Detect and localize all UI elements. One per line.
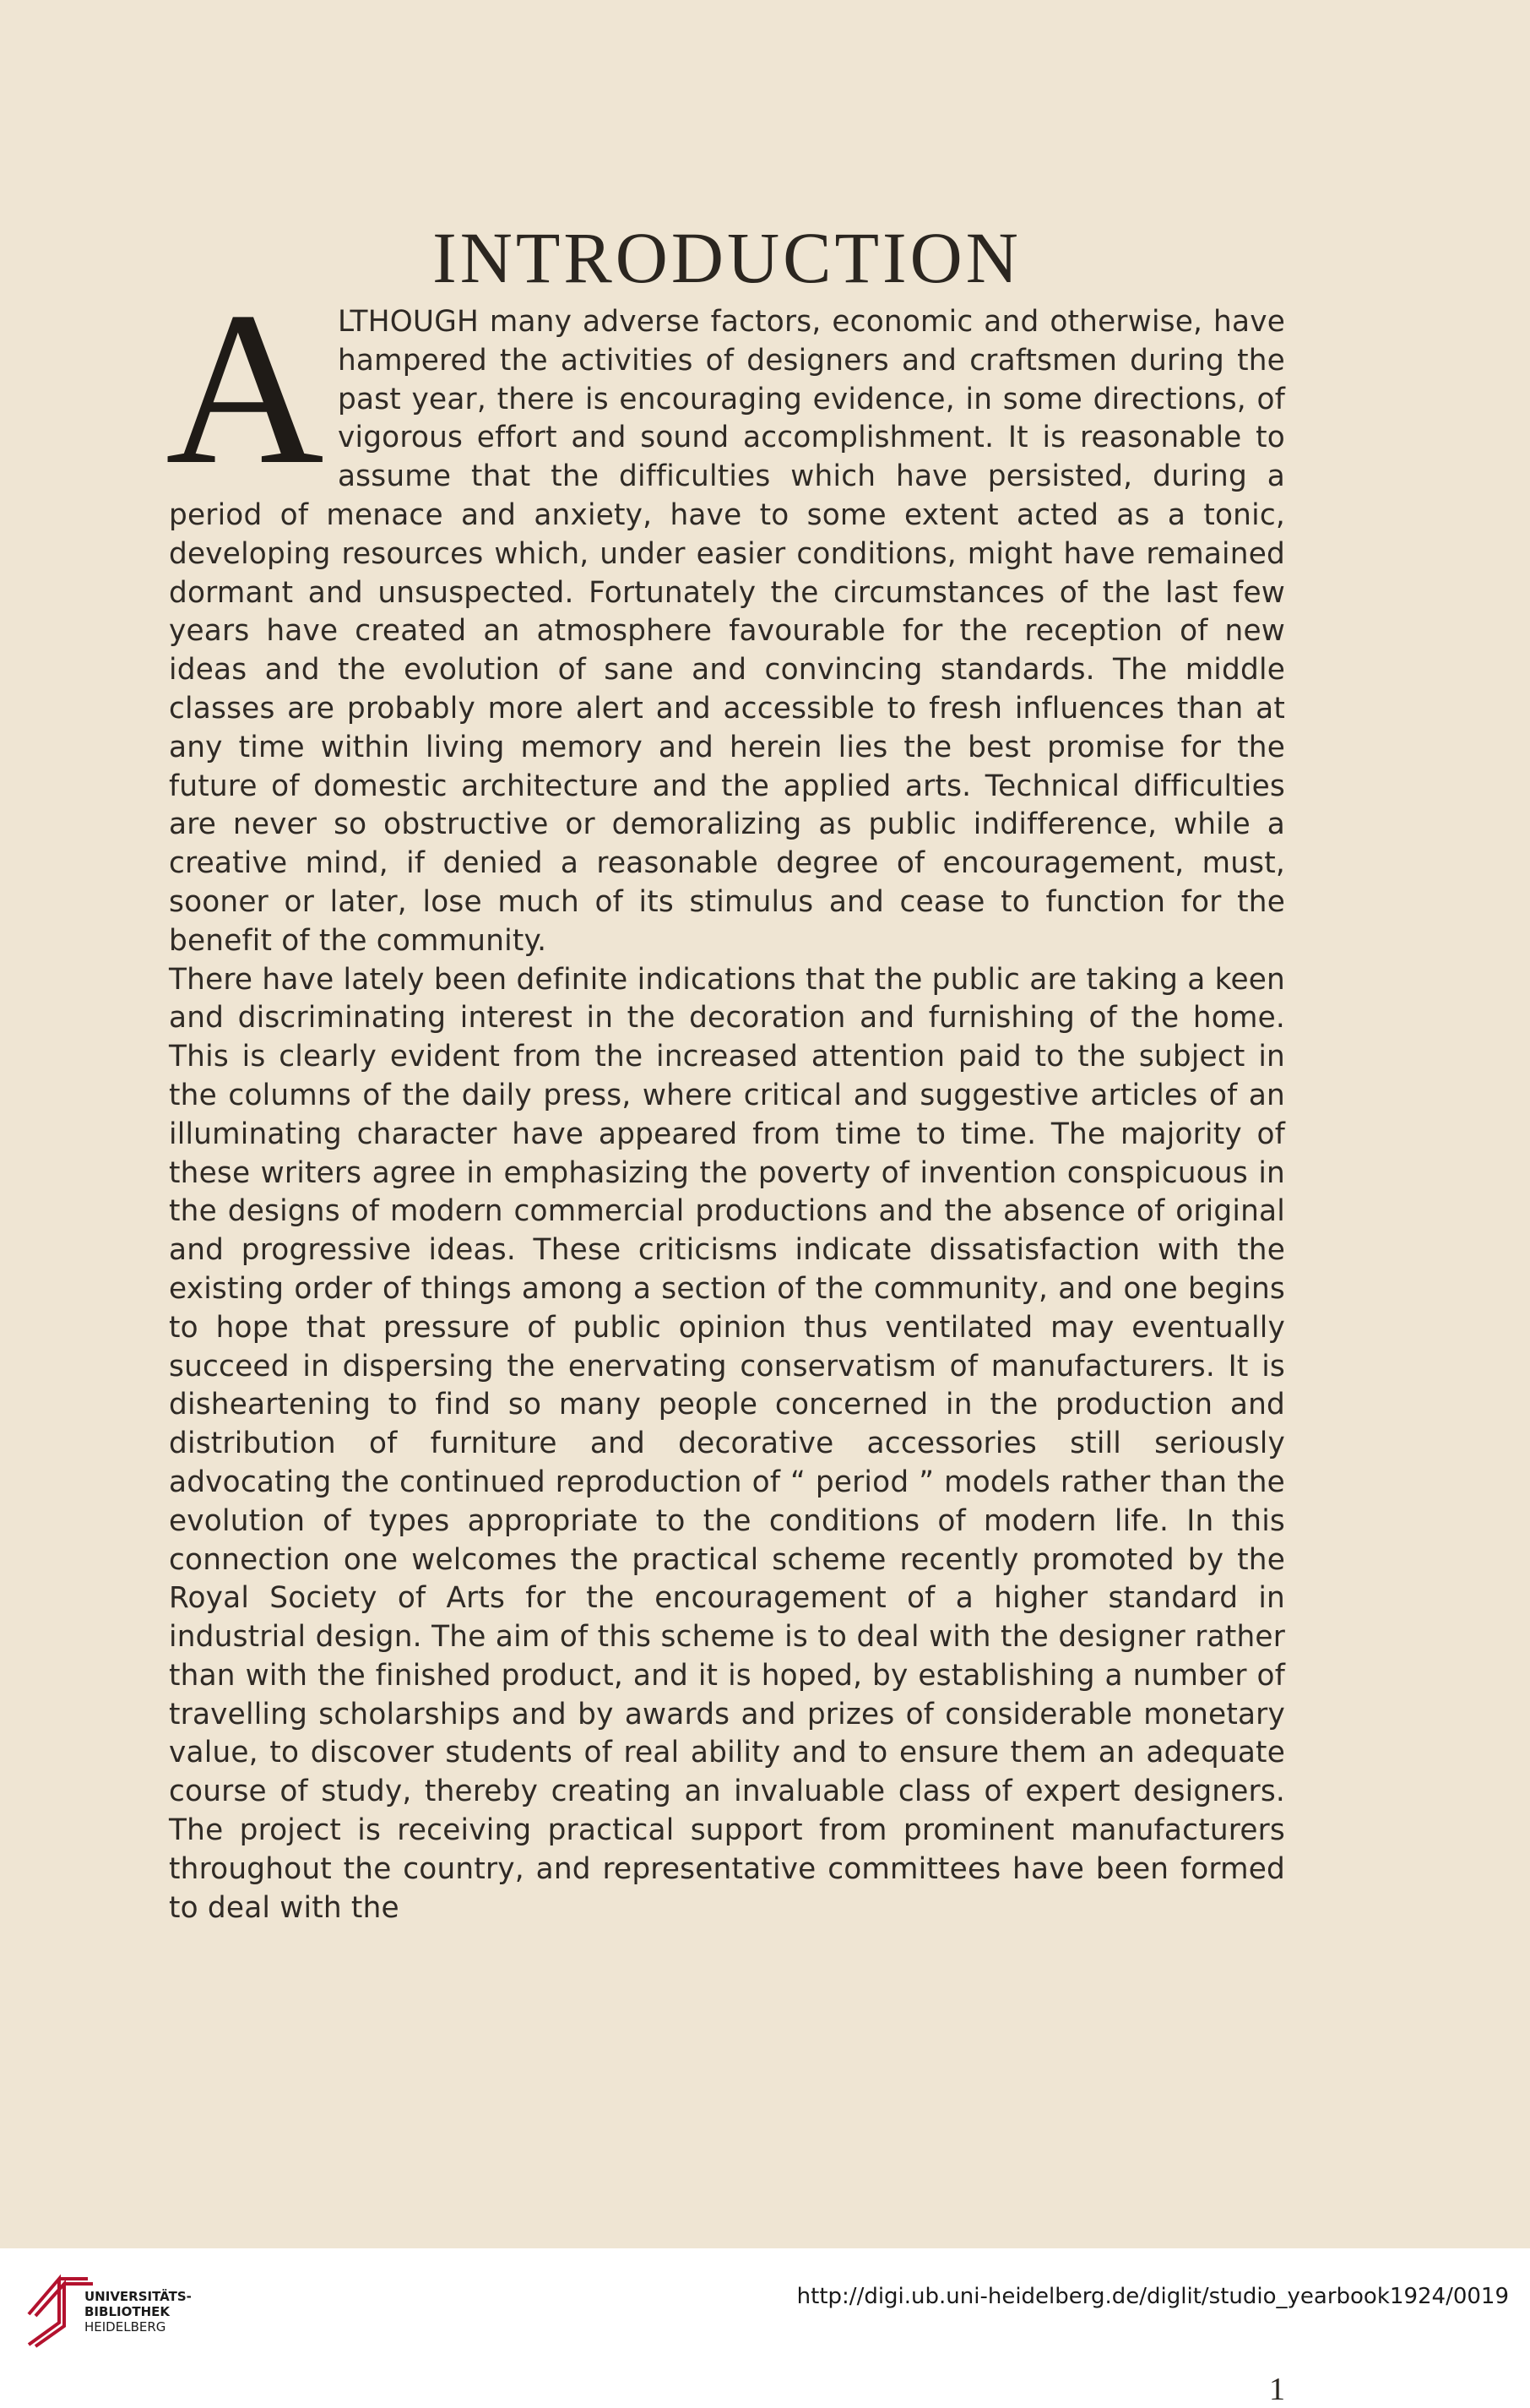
library-name	[84, 2289, 192, 2335]
paragraph-1	[165, 267, 1285, 961]
paragraph-1-text: LTHOUGH many adverse factors, economic and otherwise, have hampered the activities of designers and craftsmen during the past year, there is encouraging evidence, in some directions, of vigorous effort and sound accomplishment. It is reasonable to assume that the difficulties which have persisted, during a period of menace and anxiety, have to some extent acted as a tonic, developing resources which, under easier conditions, might have remained dormant and unsuspected. Fortunately the circumstances of the last few years have created an atmosphere favourable for the reception of new ideas and the evolution of sane and convincing standards. The middle classes are probably more alert and accessible to fresh influences than at any time within living memory and herein lies the best promise for the future of domestic architecture and the applied arts. Technical difficulties are never so obstructive or demoralizing as public indifference, while a creative mind, if denied a reasonable degree of encouragement, must, sooner or later, lose much of its stimulus and cease to function for the benefit of the community.	[169, 305, 1285, 958]
page-title: INTRODUCTION	[432, 217, 1022, 298]
article-body	[165, 267, 1285, 1927]
library-name-line3: HEIDELBERG	[84, 2319, 166, 2335]
footer-bar	[0, 2248, 1530, 2362]
page-number: 1	[1269, 2372, 1285, 2407]
library-name-line1: UNIVERSITÄTS-	[84, 2289, 192, 2304]
drop-cap: A	[165, 267, 324, 510]
paragraph-2: There have lately been definite indications that the public are taking a keen and discriminating interest in the decoration and furnishing of the home. This is clearly evident from the increased attention paid to the subject in the columns of the daily press, where critical and suggestive articles of an illuminating character have appeared from time to time. The majority of these writers agree in emphasizing the poverty of invention conspicuous in the designs of modern commercial productions and the absence of original and progressive ideas. These criticisms indicate dissatisfaction with the existing order of things among a section of the community, and one begins to hope that pressure of public opinion thus ventilated may eventually succeed in dispersing the enervating conservatism of manufacturers. It is disheartening to find so many people concerned in the production and distribution of furniture and decorative accessories still seriously advocating the continued reproduction of “ period ” models rather than the evolution of types appropriate to the conditions of modern life. In this connection one welcomes the practical scheme recently promoted by the Royal Society of Arts for the encouragement of a higher standard in industrial design. The aim of this scheme is to deal with the designer rather than with the finished product, and it is hoped, by establishing a number of travelling scholarships and by awards and prizes of considerable monetary value, to discover students of real ability and to ensure them an adequate course of study, thereby creating an invaluable class of expert designers. The project is receiving practical support from prominent manufacturers throughout the country, and representative committees have been formed to deal with the	[169, 962, 1285, 1925]
source-url-link[interactable]: http://digi.ub.uni-heidelberg.de/diglit/studio_yearbook1924/0019	[796, 2284, 1509, 2309]
library-name-line2: BIBLIOTHEK	[84, 2304, 170, 2319]
